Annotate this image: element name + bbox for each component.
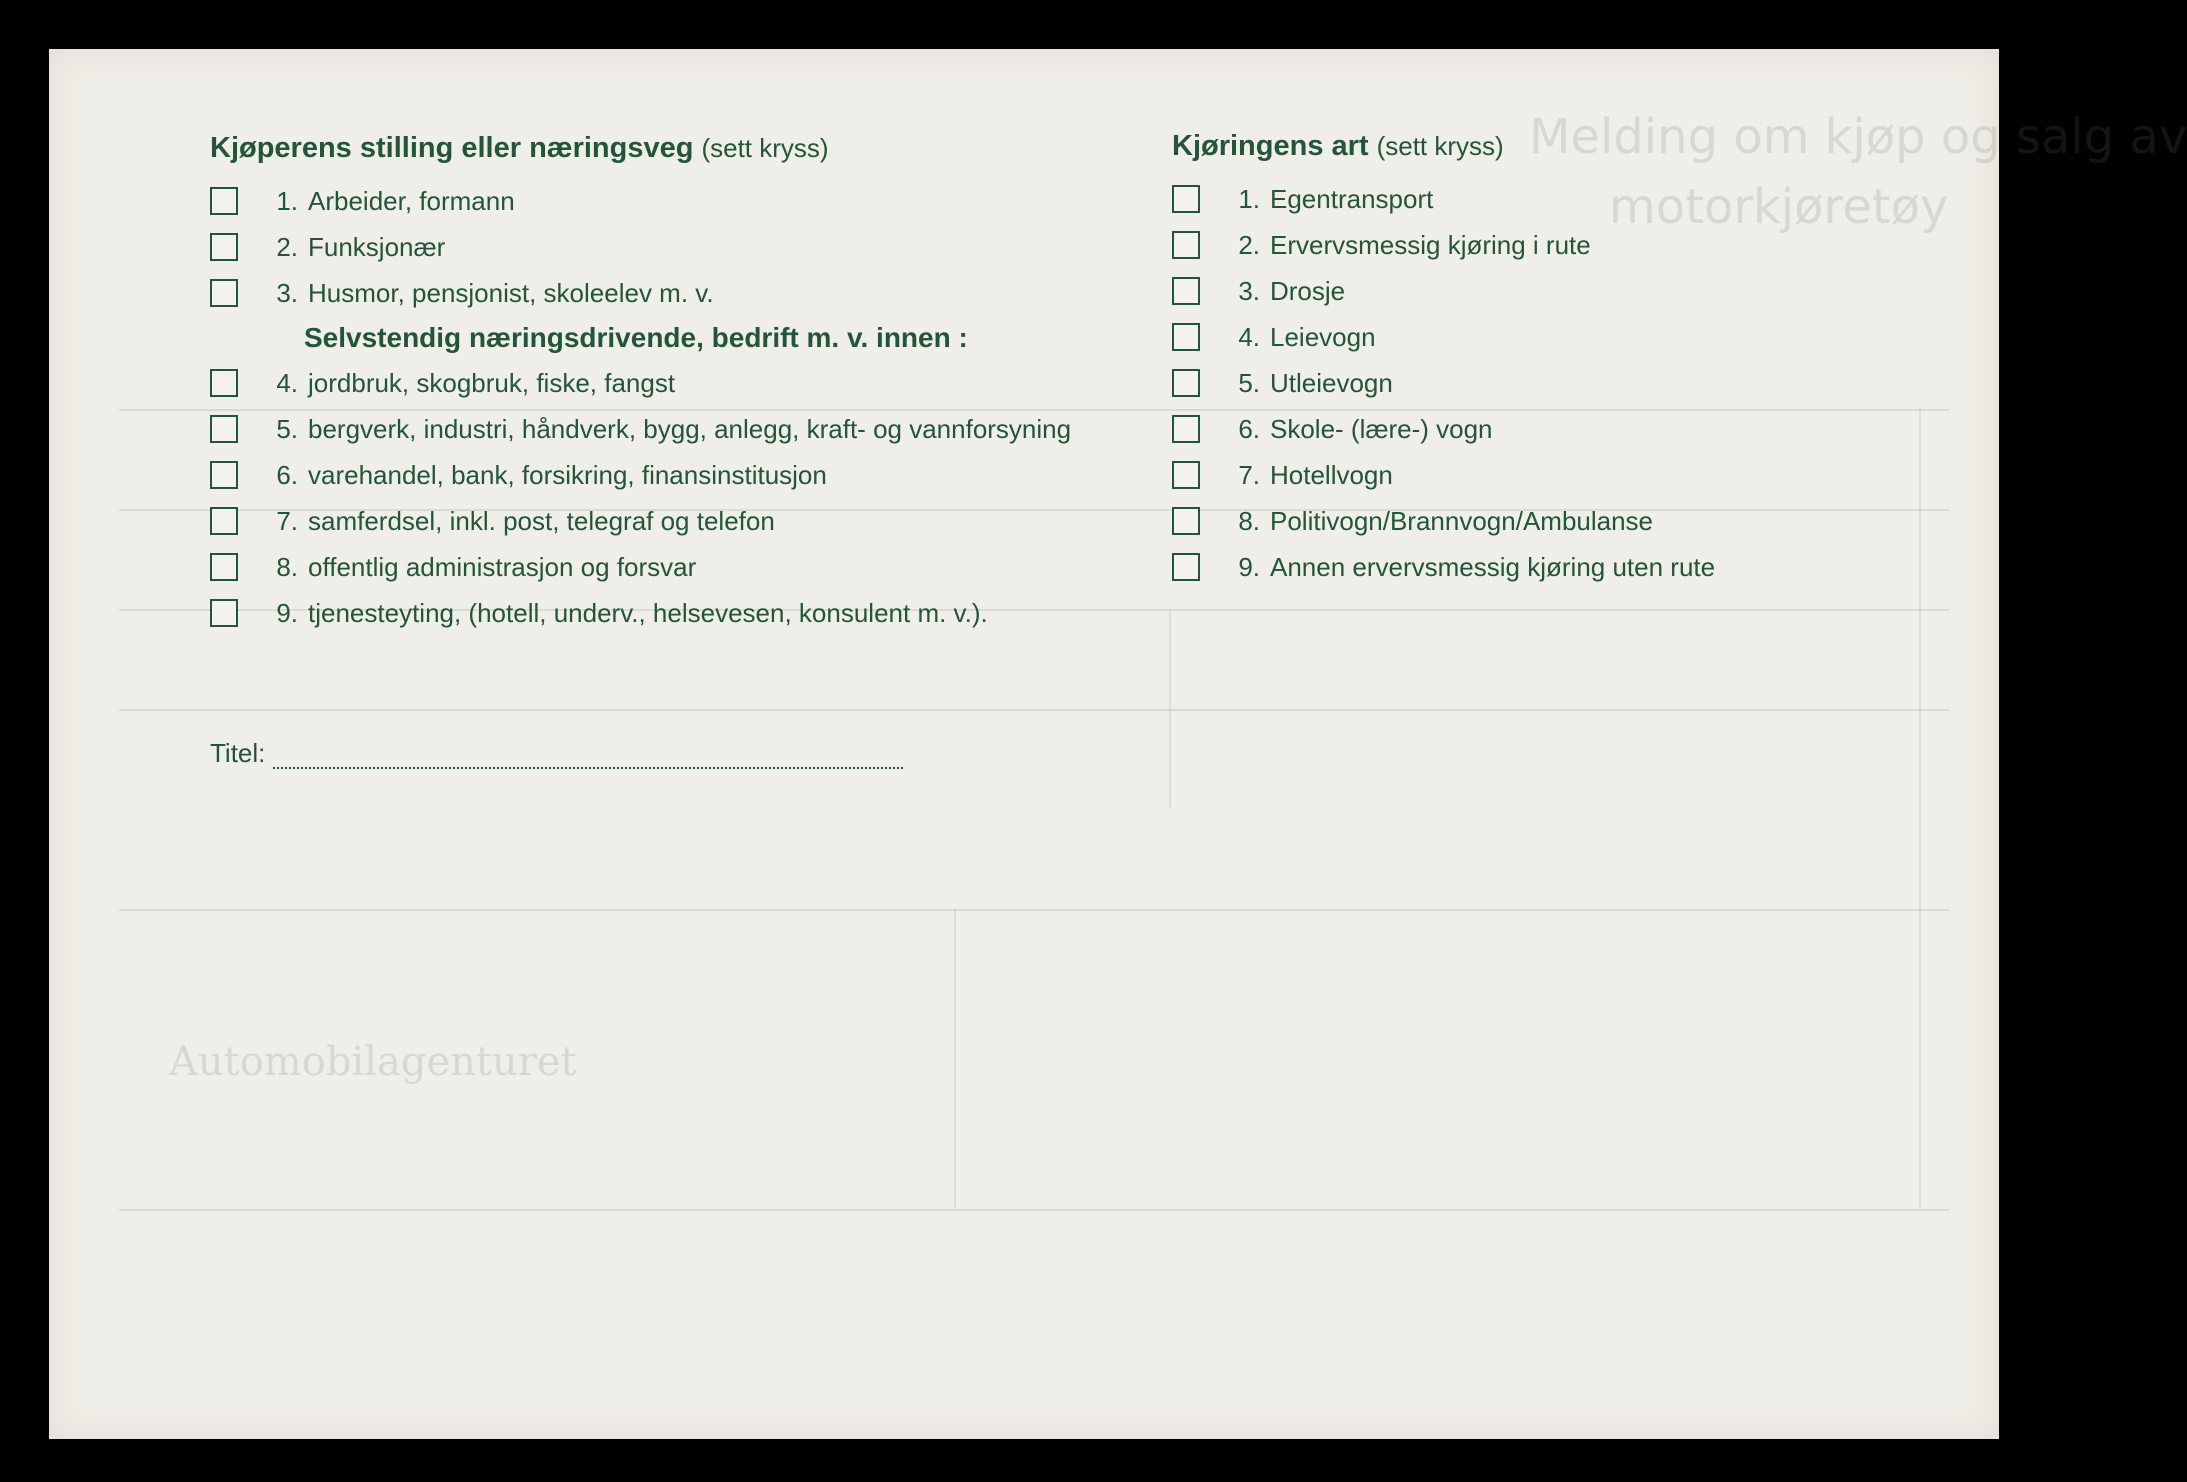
occupation-option-7[interactable]: 7. samferdsel, inkl. post, telegraf og telefon <box>210 498 1170 544</box>
option-label: Husmor, pensjonist, skoleelev m. v. <box>308 278 714 308</box>
checkbox[interactable] <box>210 415 238 443</box>
checkbox[interactable] <box>1172 323 1200 351</box>
reverse-show-through: Melding om kjøp og salg av motorkjøretøy Automobilagenturet <box>49 49 1999 1439</box>
option-label: Politivogn/Brannvogn/Ambulanse <box>1270 506 1654 536</box>
checkbox[interactable] <box>1172 507 1200 535</box>
option-label: Drosje <box>1270 276 1346 306</box>
buyer-occupation-heading: Kjøperens stilling eller næringsveg (sett kryss) <box>210 132 829 164</box>
occupation-option-8[interactable]: 8. offentlig administrasjon og forsvar <box>210 544 1170 590</box>
driving-option-4[interactable]: 4. Leievogn <box>1172 314 1872 360</box>
option-label: tjenesteyting, (hotell, underv., helsevesen, konsulent m. v.). <box>308 598 988 628</box>
title-input-line[interactable] <box>273 743 903 769</box>
occupation-option-1[interactable]: 1. Arbeider, formann <box>210 178 1170 224</box>
title-label: Titel: <box>210 738 266 768</box>
driving-type-section <box>1172 126 1872 590</box>
option-label: Egentransport <box>1270 184 1434 214</box>
checkbox[interactable] <box>210 279 238 307</box>
occupation-option-4[interactable]: 4. jordbruk, skogbruk, fiske, fangst <box>210 360 1170 406</box>
option-label: Funksjonær <box>308 232 446 262</box>
checkbox[interactable] <box>210 369 238 397</box>
form-page <box>49 49 2187 1439</box>
checkbox[interactable] <box>1172 553 1200 581</box>
checkbox[interactable] <box>210 233 238 261</box>
option-label: Skole- (lære-) vogn <box>1270 414 1493 444</box>
driving-option-6[interactable]: 6. Skole- (lære-) vogn <box>1172 406 1872 452</box>
checkbox[interactable] <box>1172 231 1200 259</box>
option-label: varehandel, bank, forsikring, finansinstitusjon <box>308 460 827 490</box>
occupation-option-2[interactable]: 2. Funksjonær <box>210 224 1170 270</box>
occupation-option-5[interactable]: 5. bergverk, industri, håndverk, bygg, anlegg, kraft- og vannforsyning <box>210 406 1170 452</box>
self-employed-subheading: Selvstendig næringsdrivende, bedrift m. v. innen : <box>304 322 968 353</box>
driving-option-7[interactable]: 7. Hotellvogn <box>1172 452 1872 498</box>
option-label: Utleievogn <box>1270 368 1393 398</box>
driving-option-1[interactable]: 1. Egentransport <box>1172 176 1872 222</box>
checkbox[interactable] <box>210 507 238 535</box>
option-label: Arbeider, formann <box>308 186 515 216</box>
driving-option-2[interactable]: 2. Ervervsmessig kjøring i rute <box>1172 222 1872 268</box>
checkbox[interactable] <box>1172 415 1200 443</box>
checkbox[interactable] <box>1172 461 1200 489</box>
checkbox[interactable] <box>210 553 238 581</box>
driving-option-9[interactable]: 9. Annen ervervsmessig kjøring uten rute <box>1172 544 1872 590</box>
option-label: samferdsel, inkl. post, telegraf og telefon <box>308 506 775 536</box>
title-field[interactable] <box>210 738 903 769</box>
checkbox[interactable] <box>1172 277 1200 305</box>
buyer-occupation-section <box>210 128 1170 636</box>
option-label: jordbruk, skogbruk, fiske, fangst <box>308 368 676 398</box>
checkbox[interactable] <box>1172 185 1200 213</box>
option-label: Annen ervervsmessig kjøring uten rute <box>1270 552 1716 582</box>
driving-option-8[interactable]: 8. Politivogn/Brannvogn/Ambulanse <box>1172 498 1872 544</box>
occupation-option-6[interactable]: 6. varehandel, bank, forsikring, finansinstitusjon <box>210 452 1170 498</box>
option-label: offentlig administrasjon og forsvar <box>308 552 697 582</box>
occupation-option-3[interactable]: 3. Husmor, pensjonist, skoleelev m. v. <box>210 270 1170 316</box>
option-label: bergverk, industri, håndverk, bygg, anlegg, kraft- og vannforsyning <box>308 414 1072 444</box>
checkbox[interactable] <box>1172 369 1200 397</box>
option-label: Leievogn <box>1270 322 1376 352</box>
checkbox[interactable] <box>210 599 238 627</box>
checkbox[interactable] <box>210 461 238 489</box>
driving-type-heading: Kjøringens art (sett kryss) <box>1172 130 1504 162</box>
option-label: Hotellvogn <box>1270 460 1393 490</box>
driving-option-3[interactable]: 3. Drosje <box>1172 268 1872 314</box>
driving-option-5[interactable]: 5. Utleievogn <box>1172 360 1872 406</box>
option-label: Ervervsmessig kjøring i rute <box>1270 230 1591 260</box>
checkbox[interactable] <box>210 187 238 215</box>
occupation-option-9[interactable]: 9. tjenesteyting, (hotell, underv., helsevesen, konsulent m. v.). <box>210 590 1170 636</box>
